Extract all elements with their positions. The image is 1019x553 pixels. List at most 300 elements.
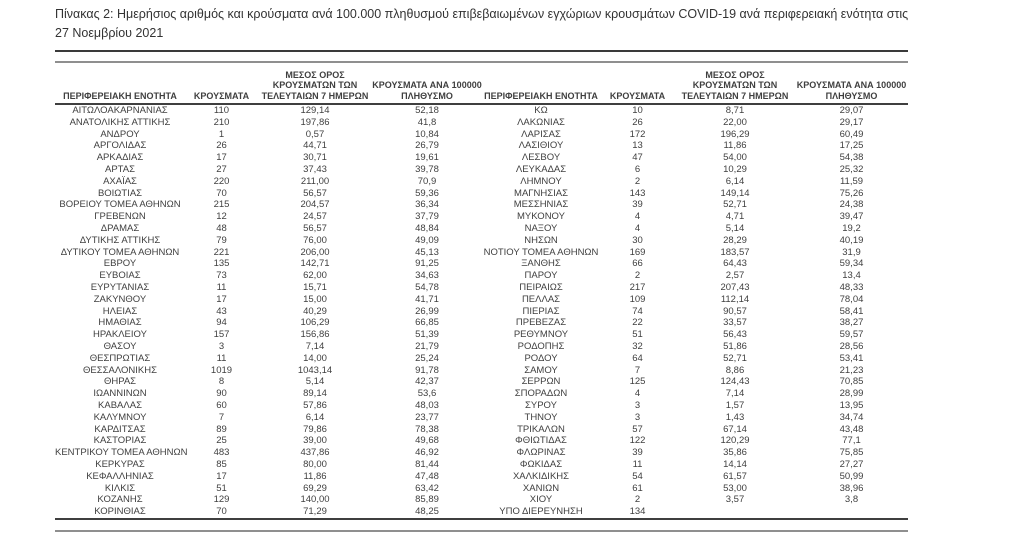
region-name-cell: ΚΑΣΤΟΡΙΑΣ [93,435,147,447]
region-name-cell: ΛΕΣΒΟΥ [521,152,561,164]
value-cell: 48 [216,222,227,234]
table-row [55,353,908,365]
region-name-cell: ΝΑΞΟΥ [524,222,558,234]
region-name-cell: ΑΡΚΑΔΙΑΣ [96,152,144,164]
value-cell: 43,48 [839,423,864,435]
region-name-cell: ΕΥΡΥΤΑΝΙΑΣ [90,281,150,293]
value-cell: 26 [632,116,643,128]
value-cell: 61,57 [723,470,747,482]
value-cell: 60,49 [839,128,864,140]
value-cell: 25,32 [839,163,864,175]
table-row [55,164,908,176]
value-cell: 210 [213,116,230,128]
table-row [55,282,908,294]
region-name-cell: ΚΕΝΤΡΙΚΟΥ ΤΟΜΕΑ ΑΘΗΝΩΝ [55,447,188,459]
value-cell: 172 [629,128,646,140]
region-name-cell: ΗΛΕΙΑΣ [102,305,138,317]
value-cell: 11 [632,458,643,470]
region-name-cell: ΑΝΑΤΟΛΙΚΗΣ ΑΤΤΙΚΗΣ [69,116,171,128]
value-cell: 56,57 [303,187,327,199]
value-cell: 78,38 [415,423,439,435]
region-name-cell: ΔΥΤΙΚΗΣ ΑΤΤΙΚΗΣ [79,234,161,246]
value-cell: 81,44 [415,458,439,470]
value-cell: 48,84 [415,222,439,234]
column-header-avg7d-right: ΜΕΣΟΣ ΟΡΟΣ ΚΡΟΥΣΜΑΤΩΝ ΤΩΝ ΤΕΛΕΥΤΑΙΩΝ 7 ΗΜΕΡΩΝ [675,63,795,104]
value-cell: 48,03 [415,399,439,411]
value-cell: 64 [632,352,643,364]
page-content [55,5,908,532]
value-cell: 112,14 [720,293,750,305]
value-cell: 120,29 [720,435,750,447]
value-cell: 67,14 [723,423,747,435]
value-cell: 2 [634,175,641,187]
value-cell: 40,19 [839,234,864,246]
value-cell: 75,26 [839,187,864,199]
value-cell: 64,43 [723,258,747,270]
value-cell: 23,77 [415,411,439,423]
region-name-cell: ΜΥΚΟΝΟΥ [517,211,565,223]
table-header [55,63,908,104]
value-cell: 85,89 [415,494,439,506]
region-name-cell: ΡΟΔΟΥ [524,352,558,364]
region-name-cell: ΚΟΖΑΝΗΣ [97,494,143,506]
value-cell: 51,86 [723,340,747,352]
value-cell [675,506,795,519]
value-cell: 94 [216,317,227,329]
value-cell: 110 [213,105,230,116]
value-cell: 17 [216,152,227,164]
region-name-cell: ΚΩ [534,105,548,116]
value-cell: 14,14 [723,458,747,470]
value-cell: 7,14 [305,340,325,352]
region-name-cell: ΕΒΡΟΥ [103,258,137,270]
region-name-cell: ΦΘΙΩΤΙΔΑΣ [515,435,567,447]
value-cell: 62,00 [303,270,327,282]
value-cell: 44,71 [303,140,327,152]
value-cell: 197,86 [300,116,330,128]
region-name-cell: ΡΕΘΥΜΝΟΥ [513,329,569,341]
region-name-cell: ΜΕΣΣΗΝΙΑΣ [513,199,569,211]
value-cell: 91,25 [415,258,439,270]
value-cell: 79 [216,234,227,246]
value-cell: 39,00 [303,435,327,447]
value-cell: 122 [629,435,646,447]
value-cell: 51 [216,482,227,494]
region-name-cell: ΔΥΤΙΚΟΥ ΤΟΜΕΑ ΑΘΗΝΩΝ [60,246,180,258]
region-name-cell: ΧΙΟΥ [529,494,553,506]
value-cell: 25 [216,435,227,447]
value-cell: 206,00 [300,246,330,258]
region-name-cell: ΠΡΕΒΕΖΑΣ [515,317,567,329]
value-cell: 31,9 [842,246,861,258]
value-cell: 51 [632,329,643,341]
value-cell: 45,13 [415,246,439,258]
value-cell: 53,6 [417,388,437,400]
value-cell: 21,23 [839,364,864,376]
region-name-cell: ΣΕΡΡΩΝ [521,376,561,388]
value-cell: 437,86 [300,447,330,459]
region-name-cell: ΑΝΔΡΟΥ [100,128,140,140]
value-cell: 47 [632,152,643,164]
value-cell: 13 [632,140,643,152]
value-cell: 221 [213,246,230,258]
value-cell: 10 [632,105,643,116]
value-cell: 60 [216,399,227,411]
value-cell: 7,14 [725,388,745,400]
value-cell: 90 [216,388,227,400]
value-cell: 69,29 [303,482,327,494]
region-name-cell: ΠΕΛΛΑΣ [521,293,561,305]
value-cell: 41,71 [415,293,439,305]
value-cell: 30,71 [303,152,327,164]
value-cell: 61 [632,482,643,494]
value-cell: 59,36 [415,187,439,199]
value-cell: 25,24 [415,352,439,364]
region-name-cell: ΗΡΑΚΛΕΙΟΥ [93,329,147,341]
value-cell: 70 [185,506,258,519]
value-cell: 149,14 [720,187,750,199]
value-cell: 89,14 [303,388,327,400]
value-cell: 27,27 [839,458,864,470]
table-row [55,223,908,235]
value-cell: 52,18 [415,105,439,116]
value-cell: 17 [216,470,227,482]
value-cell: 91,78 [415,364,439,376]
value-cell: 71,29 [258,506,372,519]
region-name-cell: ΝΗΣΩΝ [524,234,558,246]
value-cell: 80,00 [303,458,327,470]
value-cell: 17 [216,293,227,305]
value-cell: 56,43 [723,329,747,341]
table-row [55,211,908,223]
value-cell: 4 [634,211,641,223]
value-cell: 49,68 [415,435,439,447]
value-cell: 4 [634,388,641,400]
table-row [55,306,908,318]
value-cell: 77,1 [842,435,861,447]
value-cell: 22 [632,317,643,329]
column-header-avg7d-left: ΜΕΣΟΣ ΟΡΟΣ ΚΡΟΥΣΜΑΤΩΝ ΤΩΝ ΤΕΛΕΥΤΑΙΩΝ 7 ΗΜΕΡΩΝ [258,63,372,104]
value-cell: 89 [216,423,227,435]
value-cell: 5,14 [305,376,325,388]
value-cell: 11 [216,352,227,364]
value-cell: 140,00 [300,494,330,506]
title-divider [55,50,908,52]
region-name-cell: ΒΟΡΕΙΟΥ ΤΟΜΕΑ ΑΘΗΝΩΝ [59,199,181,211]
value-cell: 10,84 [415,128,439,140]
value-cell: 11,59 [839,175,864,187]
value-cell: 59,34 [839,258,864,270]
value-cell: 220 [213,175,230,187]
value-cell: 2 [634,270,641,282]
value-cell: 74 [632,305,643,317]
value-cell: 36,34 [415,199,439,211]
value-cell: 15,00 [303,293,327,305]
value-cell: 14,00 [303,352,327,364]
region-name-cell: ΚΟΡΙΝΘΙΑΣ [55,506,185,519]
region-name-cell: ΥΠΟ ΔΙΕΡΕΥΝΗΣΗ [482,506,600,519]
value-cell: 38,96 [839,482,864,494]
value-cell: 1,57 [725,399,745,411]
region-name-cell: ΣΠΟΡΑΔΩΝ [514,388,568,400]
value-cell: 8,86 [725,364,745,376]
value-cell: 24,38 [839,199,864,211]
value-cell: 22,00 [723,116,747,128]
region-name-cell: ΓΡΕΒΕΝΩΝ [94,211,146,223]
region-name-cell: ΛΑΣΙΘΙΟΥ [518,140,564,152]
table-row [55,365,908,377]
value-cell: 26,99 [415,305,439,317]
value-cell: 3 [634,411,641,423]
table-row [55,424,908,436]
region-name-cell: ΦΩΚΙΔΑΣ [519,458,563,470]
value-cell: 134 [600,506,675,519]
value-cell: 54,38 [839,152,864,164]
region-name-cell: ΡΟΔΟΠΗΣ [517,340,565,352]
region-name-cell: ΚΑΒΑΛΑΣ [98,399,142,411]
table-row [55,176,908,188]
value-cell: 3 [634,399,641,411]
region-name-cell: ΠΙΕΡΙΑΣ [522,305,560,317]
value-cell: 156,86 [300,329,330,341]
value-cell: 3,8 [844,494,859,506]
value-cell: 13,4 [842,270,861,282]
value-cell: 4 [634,222,641,234]
table-row [55,341,908,353]
region-name-cell: ΜΑΓΝΗΣΙΑΣ [514,187,568,199]
value-cell: 70 [216,187,227,199]
value-cell: 53,00 [723,482,747,494]
region-name-cell: ΑΡΤΑΣ [105,163,135,175]
value-cell: 19,61 [415,152,439,164]
value-cell: 215 [213,199,230,211]
table-title: Πίνακας 2: Ημερήσιος αριθμός και κρούσματα ανά 100.000 πληθυσμού επιβεβαιωμένων εγχώριων κρουσμάτων COVID-19 ανά περιφερειακή ενότητα στις 27 Νοεμβρίου 2021 [55,7,909,40]
value-cell: 32 [632,340,643,352]
value-cell: 26 [216,140,227,152]
value-cell: 59,57 [839,329,864,341]
value-cell: 129 [213,494,230,506]
value-cell: 54 [632,470,643,482]
table-row [55,117,908,129]
value-cell: 8 [218,376,225,388]
table-row [55,152,908,164]
table-row [55,235,908,247]
value-cell: 2 [634,494,641,506]
table-row [55,435,908,447]
value-cell: 29,17 [839,116,864,128]
value-cell: 75,85 [839,447,864,459]
value-cell: 5,14 [725,222,745,234]
table-row [55,129,908,141]
value-cell: 35,86 [723,447,747,459]
region-name-cell: ΧΑΝΙΩΝ [522,482,560,494]
region-name-cell: ΛΑΡΙΣΑΣ [521,128,561,140]
value-cell: 43 [216,305,227,317]
value-cell: 48,25 [372,506,482,519]
value-cell: 6,14 [725,175,745,187]
table-row [55,412,908,424]
region-name-cell: ΚΑΛΥΜΝΟΥ [93,411,147,423]
region-name-cell: ΤΗΝΟΥ [524,411,558,423]
region-name-cell: ΣΥΡΟΥ [525,399,557,411]
column-header-cases-left: ΚΡΟΥΣΜΑΤΑ [185,63,258,104]
value-cell: 7 [634,364,641,376]
value-cell: 483 [213,447,230,459]
value-cell: 1,43 [725,411,745,423]
value-cell: 42,37 [415,376,439,388]
value-cell: 40,29 [303,305,327,317]
region-name-cell: ΚΑΡΔΙΤΣΑΣ [94,423,146,435]
value-cell: 143 [629,187,646,199]
region-name-cell: ΣΑΜΟΥ [524,364,558,376]
region-name-cell: ΗΜΑΘΙΑΣ [98,317,142,329]
value-cell: 70,9 [417,175,437,187]
value-cell: 54,00 [723,152,747,164]
region-name-cell: ΠΕΙΡΑΙΩΣ [519,281,563,293]
value-cell: 78,04 [839,293,864,305]
value-cell: 196,29 [720,128,750,140]
column-header-per100k-left: ΚΡΟΥΣΜΑΤΑ ΑΝΑ 100000 ΠΛΗΘΥΣΜΟ [372,63,482,104]
value-cell: 76,00 [303,234,327,246]
table-row [55,506,908,519]
value-cell: 4,71 [725,211,745,223]
value-cell: 169 [629,246,646,258]
value-cell: 33,57 [723,317,747,329]
value-cell: 1 [218,128,225,140]
region-name-cell: ΤΡΙΚΑΛΩΝ [517,423,565,435]
value-cell: 57,86 [303,399,327,411]
table-row [55,199,908,211]
value-cell: 13,95 [839,399,864,411]
value-cell: 27 [216,163,227,175]
region-name-cell: ΕΥΒΟΙΑΣ [99,270,141,282]
value-cell: 41,8 [417,116,437,128]
region-name-cell: ΒΟΙΩΤΙΑΣ [97,187,143,199]
value-cell [795,506,908,519]
table-frame [55,61,908,532]
value-cell: 56,57 [303,222,327,234]
value-cell: 8,71 [725,105,745,116]
region-name-cell: ΛΕΥΚΑΔΑΣ [515,163,567,175]
region-name-cell: ΘΕΣΣΑΛΟΝΙΚΗΣ [83,364,157,376]
value-cell: 39 [632,199,643,211]
region-name-cell: ΑΧΑΪΑΣ [103,175,137,187]
table-row [55,494,908,506]
value-cell: 1043,14 [297,364,333,376]
value-cell: 54,78 [415,281,439,293]
table-body [55,104,908,519]
value-cell: 46,92 [415,447,439,459]
region-name-cell: ΝΟΤΙΟΥ ΤΟΜΕΑ ΑΘΗΝΩΝ [483,246,599,258]
value-cell: 24,57 [303,211,327,223]
table-row [55,459,908,471]
table-row [55,104,908,117]
value-cell: 6 [634,163,641,175]
value-cell: 211,00 [300,175,330,187]
value-cell: 12 [216,211,227,223]
column-header-cases-right: ΚΡΟΥΣΜΑΤΑ [600,63,675,104]
value-cell: 73 [216,270,227,282]
value-cell: 39,78 [415,163,439,175]
covid-regional-table [55,63,908,520]
value-cell: 142,71 [300,258,330,270]
value-cell: 11 [216,281,227,293]
table-row [55,140,908,152]
value-cell: 29,07 [839,105,864,116]
value-cell: 30 [632,234,643,246]
value-cell: 3 [218,340,225,352]
column-header-per100k-right: ΚΡΟΥΣΜΑΤΑ ΑΝΑ 100000 ΠΛΗΘΥΣΜΟ [795,63,908,104]
value-cell: 28,29 [723,234,747,246]
value-cell: 66,85 [415,317,439,329]
value-cell: 39 [632,447,643,459]
value-cell: 10,29 [723,163,747,175]
value-cell: 17,25 [839,140,864,152]
value-cell: 6,14 [305,411,325,423]
table-row [55,247,908,259]
region-name-cell: ΧΑΛΚΙΔΙΚΗΣ [512,470,570,482]
value-cell: 51,39 [415,329,439,341]
region-name-cell: ΛΗΜΝΟΥ [520,175,562,187]
table-row [55,258,908,270]
value-cell: 79,86 [303,423,327,435]
table-row [55,376,908,388]
value-cell: 11,86 [723,140,747,152]
value-cell: 26,79 [415,140,439,152]
table-row [55,317,908,329]
value-cell: 52,71 [723,199,747,211]
table-row [55,188,908,200]
value-cell: 183,57 [720,246,750,258]
value-cell: 217 [629,281,646,293]
region-name-cell: ΠΑΡΟΥ [524,270,558,282]
value-cell: 57 [632,423,643,435]
value-cell: 38,27 [839,317,864,329]
table-row [55,329,908,341]
table-row [55,471,908,483]
region-name-cell: ΘΕΣΠΡΩΤΙΑΣ [89,352,151,364]
value-cell: 85 [216,458,227,470]
value-cell: 53,41 [839,352,864,364]
value-cell: 37,43 [303,163,327,175]
column-header-region-left: ΠΕΡΙΦΕΡΕΙΑΚΗ ΕΝΟΤΗΤΑ [55,63,185,104]
value-cell: 135 [213,258,230,270]
table-row [55,447,908,459]
value-cell: 52,71 [723,352,747,364]
region-name-cell: ΞΑΝΘΗΣ [521,258,561,270]
value-cell: 157 [213,329,230,341]
value-cell: 49,09 [415,234,439,246]
region-name-cell: ΑΡΓΟΛΙΔΑΣ [93,140,147,152]
table-row [55,400,908,412]
value-cell: 207,43 [720,281,750,293]
value-cell: 48,33 [839,281,864,293]
value-cell: 129,14 [300,105,330,116]
value-cell: 109 [629,293,646,305]
value-cell: 11,86 [303,470,327,482]
value-cell: 34,74 [839,411,864,423]
value-cell: 1019 [210,364,233,376]
region-name-cell: ΖΑΚΥΝΘΟΥ [93,293,147,305]
value-cell: 124,43 [720,376,750,388]
table-row [55,388,908,400]
region-name-cell: ΘΗΡΑΣ [103,376,137,388]
region-name-cell: ΙΩΑΝΝΙΝΩΝ [93,388,147,400]
value-cell: 90,57 [723,305,747,317]
value-cell: 66 [632,258,643,270]
region-name-cell: ΔΡΑΜΑΣ [100,222,140,234]
value-cell: 58,41 [839,305,864,317]
